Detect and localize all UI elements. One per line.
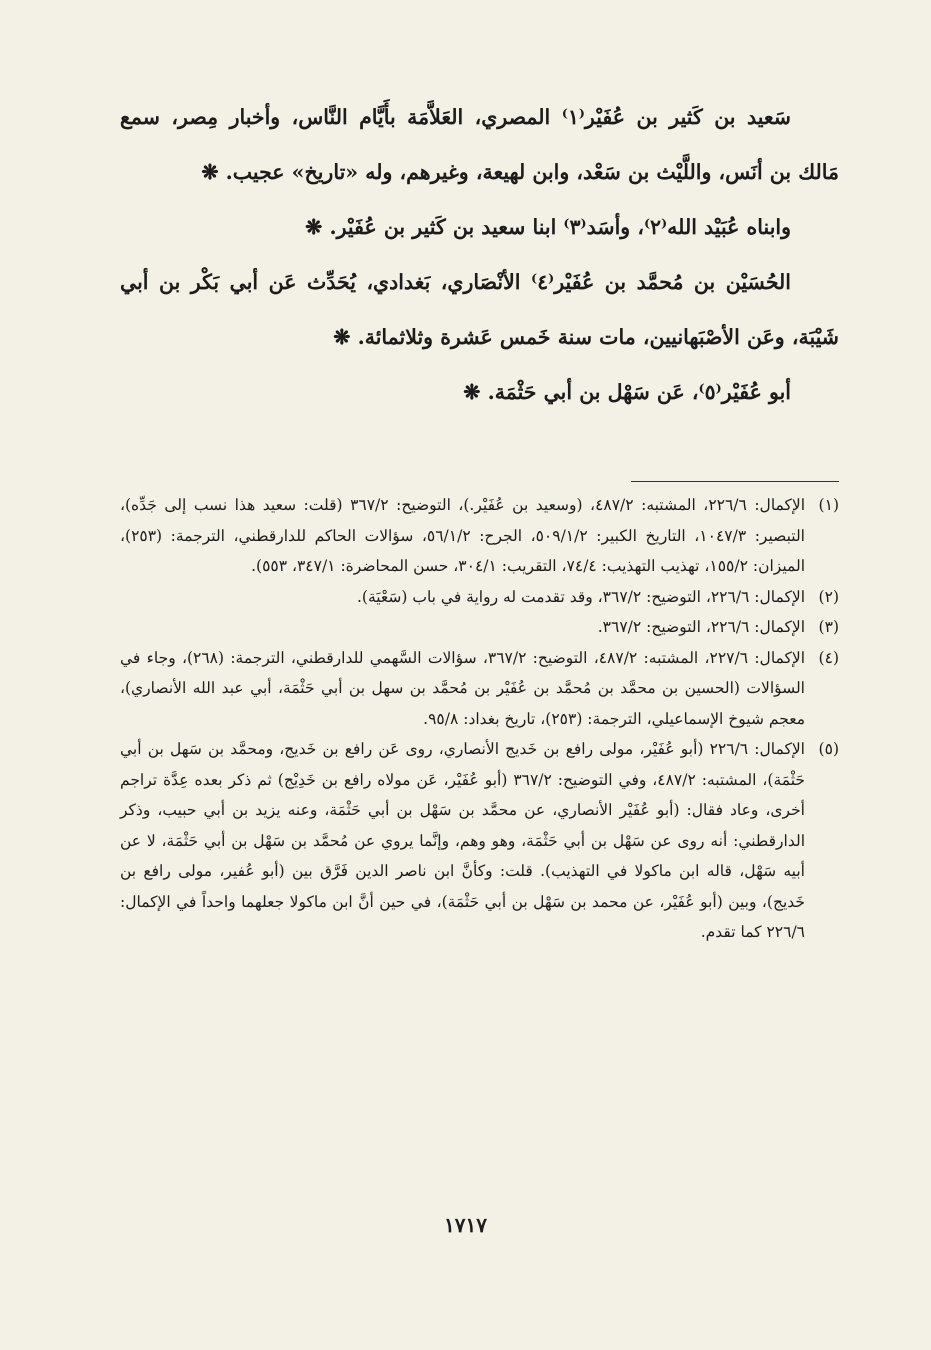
footnote-3 [120, 612, 839, 643]
footnote-4 [120, 643, 839, 735]
footnote-number: (٥) [818, 740, 839, 758]
footnote-5 [120, 734, 839, 948]
entry-abu-ufayr: أبو عُفَيْر⁽٥⁾، عَن سَهْل بن أبي حَثْمَة. ❋ [463, 380, 791, 404]
footnote-2 [120, 582, 839, 613]
footnote-text: الإكمال: ٢٢٦/٦، المشتبه: ٤٨٧/٢، (وسعيد بن عُفَيْر.)، التوضيح: ٣٦٧/٢ (قلت: سعيد هذا نسب إلى جَدِّه)، التبصير: ١٠٤٧/٣، التاريخ الكبير: ٥٠٩/١/٢، الجرح: ٥٦/١/٢، سؤالات الحاكم للدارقطني، الترجمة: (٢٥٣)، الميزان: ١٥٥/٢، تهذيب التهذيب: ٧٤/٤، التقريب: ٣٠٤/١، حسن المحاضرة: ٣٤٧/١، ٥٥٣). [120, 496, 806, 575]
footnotes [120, 490, 839, 948]
footnote-text: الإكمال: ٢٢٧/٦، المشتبه: ٤٨٧/٢، التوضيح: ٣٦٧/٢، سؤالات السَّهمي للدارقطني، الترجمة: (٢٦٨)، وجاء في السؤالات (الحسين بن محمَّد بن مُحمَّد بن عُفَيْر بن مُحمَّد بن سهل بن أبي حَثْمَة، أبي عبد الله الأنصاري)، معجم شيوخ الإسماعيلي، الترجمة: (٢٥٣)، تاريخ بغداد: ٩٥/٨. [120, 648, 806, 728]
page-number: ١٧١٧ [444, 1213, 487, 1237]
footnote-text: الإكمال: ٢٢٦/٦ (أبو عُفَيْر، مولى رافع بن خَديج الأنصاري، روى عَن رافع بن خَديج، ومحمَّد بن سَهل بن أبي حَثْمَة)، المشتبه: ٤٨٧/٢، وفي التوضيح: ٣٦٧/٢ (أبو عُفَيْر، عَن مولاه رافع بن خَدِيْج) ثم ذكر بعده عِدَّة تراجم أخرى، وعاد فقال: (أبو عُفَيْر الأنصاري، عن محمَّد بن سَهْل بن أبي حَثْمَة، وعنه يزيد بن أبي حبيب، وذكر الدارقطني: أنه روى عن سَهْل بن أبي حَثْمَة، وهو وهم، وإنَّما يروي عن مُحمَّد بن سَهْل بن أبي حَثْمَة، لا عن أبيه سَهْل، قاله ابن ماكولا في التهذيب). قلت: وكأنَّ ابن ناصر الدين فَرَّق بين (أبو عُفير، مولى رافع بن خَديج)، وبين (أبو عُفَيْر، عن محمد بن سَهْل بن أبي حَثْمَة)، في حين أنَّ ابن ماكولا جعلهما واحداً في الإكمال: ٢٢٦/٦ كما تقدم. [120, 740, 805, 941]
entry-husayn-bin-muhammad: الحُسَيْن بن مُحمَّد بن عُفَيْر⁽٤⁾ الأنْصَاري، بَغدادي، يُحَدِّث عَن أبي بَكْر بن أبي شَيْبَة، وعَن الأصْبَهانيين، مات سنة خَمس عَشرة وثلاثمائة. ❋ [120, 270, 839, 349]
footnote-number: (٣) [818, 618, 839, 636]
footnote-number: (١) [818, 496, 839, 514]
footnote-number: (٢) [818, 587, 839, 606]
entry-said-bin-kathir: سَعيد بن كَثير بن عُفَيْر⁽١⁾ المصري، العَلاَّمَة بأَيَّام النَّاس، وأخبار مِصر، سمع مَالك بن أنَس، واللَّيْث بن سَعْد، وابن لهيعة، وغيرهم، وله «تاريخ» عجيب. ❋ [120, 105, 839, 184]
footnote-number: (٤) [818, 648, 839, 667]
footnote-1 [120, 490, 839, 582]
footnote-text: الإكمال: ٢٢٦/٦، التوضيح: ٣٦٧/٢. [597, 618, 805, 636]
footnote-separator [631, 481, 839, 482]
main-text [120, 90, 839, 420]
footnote-text: الإكمال: ٢٢٦/٦، التوضيح: ٣٦٧/٢، وقد تقدمت له رواية في باب (سَعْيَة). [356, 587, 805, 606]
entry-sons-of-said: وابناه عُبَيْد الله⁽٢⁾، وأسَد⁽٣⁾ ابنا سعيد بن كَثير بن عُفَيْر. ❋ [305, 215, 791, 239]
